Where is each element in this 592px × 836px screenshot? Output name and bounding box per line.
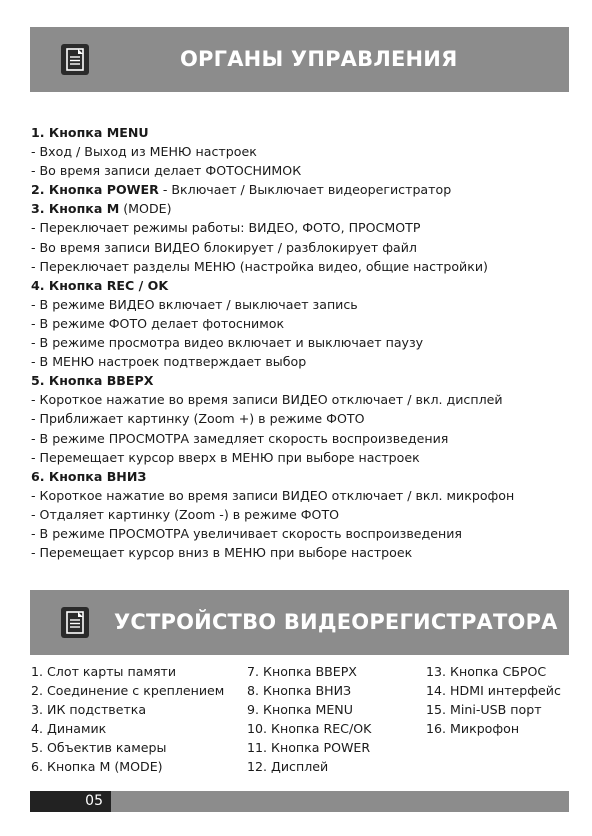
section-title: ОРГАНЫ УПРАВЛЕНИЯ bbox=[180, 47, 458, 71]
parts-column-1 bbox=[31, 662, 224, 777]
section-header-device bbox=[30, 590, 569, 655]
part-item: 14. HDMI интерфейс bbox=[426, 683, 561, 699]
part-item: 9. Кнопка MENU bbox=[247, 702, 353, 718]
control-text: - Перемещает курсор вверх в МЕНЮ при выборе настроек bbox=[31, 449, 420, 465]
control-description bbox=[31, 333, 571, 352]
part-item: 12. Дисплей bbox=[247, 759, 329, 775]
control-name: 1. Кнопка MENU bbox=[31, 125, 149, 140]
control-description bbox=[31, 257, 571, 276]
control-heading bbox=[31, 467, 571, 486]
control-description bbox=[31, 543, 571, 562]
control-description bbox=[31, 390, 571, 409]
control-description bbox=[31, 505, 571, 524]
part-item: 13. Кнопка СБРОС bbox=[426, 664, 547, 679]
control-text: - Во время записи ВИДЕО блокирует / разблокирует файл bbox=[31, 239, 417, 255]
control-text: - В режиме ФОТО делает фотоснимок bbox=[31, 315, 285, 331]
document-icon bbox=[61, 44, 89, 75]
control-description bbox=[31, 142, 571, 161]
page-number: 05 bbox=[30, 791, 111, 812]
control-description bbox=[31, 352, 571, 371]
part-item: 11. Кнопка POWER bbox=[247, 740, 371, 756]
control-description bbox=[31, 161, 571, 180]
part-item: 1. Слот карты памяти bbox=[31, 664, 177, 679]
control-text: (MODE) bbox=[119, 201, 172, 217]
control-text: - Включает / Выключает видеорегистратор bbox=[158, 182, 452, 198]
control-text: - Переключает режимы работы: ВИДЕО, ФОТО, ПРОСМОТР bbox=[31, 220, 421, 236]
control-text: - В режиме ВИДЕО включает / выключает запись bbox=[31, 296, 358, 312]
control-description bbox=[31, 238, 571, 257]
control-text: - В режиме ПРОСМОТРА увеличивает скорость воспроизведения bbox=[31, 525, 462, 541]
control-description bbox=[31, 448, 571, 467]
control-heading bbox=[31, 180, 571, 199]
part-item: 15. Mini-USB порт bbox=[426, 702, 542, 718]
control-text: - Короткое нажатие во время записи ВИДЕО отключает / вкл. микрофон bbox=[31, 487, 515, 503]
control-text: - Вход / Выход из МЕНЮ настроек bbox=[31, 144, 257, 160]
control-description bbox=[31, 429, 571, 448]
controls-list bbox=[31, 123, 571, 562]
control-text: - В режиме просмотра видео включает и выключает паузу bbox=[31, 335, 424, 351]
part-item: 3. ИК подстветка bbox=[31, 702, 147, 718]
parts-column-3 bbox=[426, 662, 561, 738]
control-heading bbox=[31, 276, 571, 295]
control-text: - Переключает разделы МЕНЮ (настройка видео, общие настройки) bbox=[31, 258, 488, 274]
part-item: 2. Соединение с креплением bbox=[31, 683, 225, 699]
control-text: - Отдаляет картинку (Zoom -) в режиме ФОТО bbox=[31, 506, 340, 522]
part-item: 7. Кнопка ВВЕРХ bbox=[247, 664, 357, 679]
control-text: - Короткое нажатие во время записи ВИДЕО отключает / вкл. дисплей bbox=[31, 392, 503, 408]
control-text: - Приближает картинку (Zoom +) в режиме ФОТО bbox=[31, 411, 365, 427]
control-heading bbox=[31, 371, 571, 390]
control-heading bbox=[31, 199, 571, 218]
section-header-controls bbox=[30, 27, 569, 92]
control-name: 3. Кнопка M bbox=[31, 201, 120, 217]
control-description bbox=[31, 524, 571, 543]
control-name: 2. Кнопка POWER bbox=[31, 182, 159, 198]
control-text: - В МЕНЮ настроек подтверждает выбор bbox=[31, 354, 307, 370]
document-icon bbox=[61, 607, 89, 638]
part-item: 4. Динамик bbox=[31, 721, 107, 737]
control-description bbox=[31, 295, 571, 314]
part-item: 5. Объектив камеры bbox=[31, 740, 167, 756]
control-name: 5. Кнопка ВВЕРХ bbox=[31, 373, 154, 389]
control-text: - Во время записи делает ФОТОСНИМОК bbox=[31, 163, 302, 179]
parts-column-2 bbox=[247, 662, 371, 777]
part-item: 16. Микрофон bbox=[426, 721, 520, 737]
control-description bbox=[31, 218, 571, 237]
control-text: - В режиме ПРОСМОТРА замедляет скорость воспроизведения bbox=[31, 430, 449, 446]
part-item: 10. Кнопка REC/OK bbox=[247, 721, 372, 737]
control-description bbox=[31, 409, 571, 428]
part-item: 6. Кнопка M (MODE) bbox=[31, 759, 163, 775]
page-footer bbox=[30, 791, 569, 812]
part-item: 8. Кнопка ВНИЗ bbox=[247, 683, 352, 699]
control-description bbox=[31, 486, 571, 505]
control-description bbox=[31, 314, 571, 333]
control-name: 4. Кнопка REC / OK bbox=[31, 277, 169, 293]
section-title: УСТРОЙСТВО ВИДЕОРЕГИСТРАТОРА bbox=[114, 610, 558, 634]
control-text: - Перемещает курсор вниз в МЕНЮ при выборе настроек bbox=[31, 545, 413, 561]
control-heading bbox=[31, 123, 571, 142]
control-name: 6. Кнопка ВНИЗ bbox=[31, 468, 147, 484]
